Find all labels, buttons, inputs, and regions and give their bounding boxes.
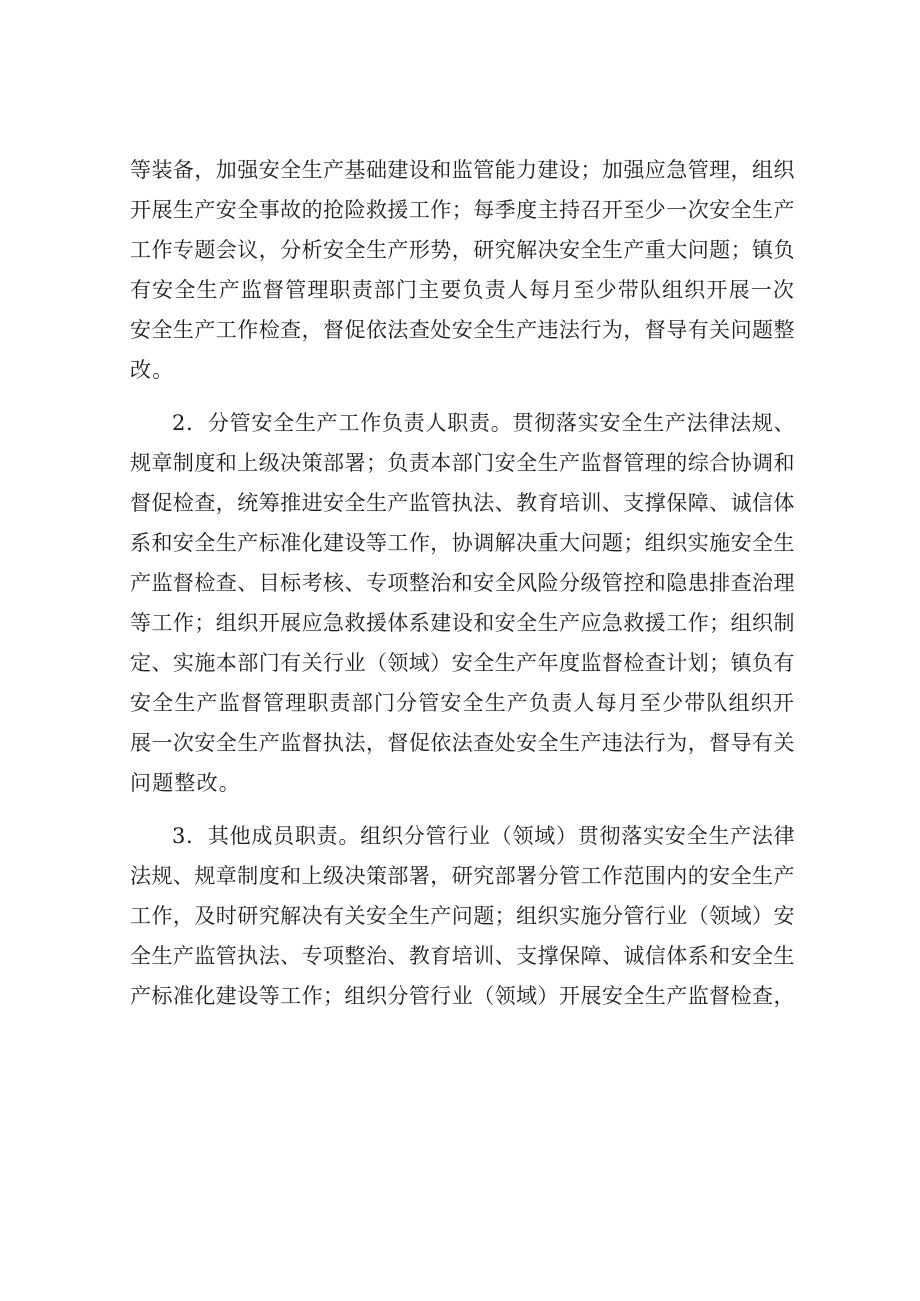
text-line: 问题整改。 xyxy=(130,771,241,795)
text-line: 规章制度和上级决策部署；负责本部门安全生产监督管理的综合协调和 xyxy=(130,451,795,475)
text-line: 等装备，加强安全生产基础建设和监管能力建设；加强应急管理，组织 xyxy=(130,158,795,182)
paragraph-2 xyxy=(130,403,795,803)
text-line: 2．分管安全生产工作负责人职责。贯彻落实安全生产法律法规、 xyxy=(172,411,796,435)
text-line: 产标准化建设等工作；组织分管行业（领域）开展安全生产监督检查， xyxy=(130,984,795,1008)
text-line: 定、实施本部门有关行业（领域）安全生产年度监督检查计划；镇负有 xyxy=(130,651,795,675)
text-line: 3．其他成员职责。组织分管行业（领域）贯彻落实安全生产法律 xyxy=(172,824,796,848)
text-line: 系和安全生产标准化建设等工作，协调解决重大问题；组织实施安全生 xyxy=(130,531,795,555)
text-line: 全生产监管执法、专项整治、教育培训、支撑保障、诚信体系和安全生 xyxy=(130,944,795,968)
text-line: 法规、规章制度和上级决策部署，研究部署分管工作范围内的安全生产 xyxy=(130,864,795,888)
text-line: 工作，及时研究解决有关安全生产问题；组织实施分管行业（领域）安 xyxy=(130,904,795,928)
text-line: 等工作；组织开展应急救援体系建设和安全生产应急救援工作；组织制 xyxy=(130,611,795,635)
text-line: 开展生产安全事故的抢险救援工作；每季度主持召开至少一次安全生产 xyxy=(130,198,795,222)
text-line: 展一次安全生产监督执法，督促依法查处安全生产违法行为，督导有关 xyxy=(130,731,795,755)
text-line: 工作专题会议，分析安全生产形势，研究解决安全生产重大问题；镇负 xyxy=(130,238,795,262)
text-line: 安全生产监督管理职责部门分管安全生产负责人每月至少带队组织开 xyxy=(130,691,796,715)
text-line: 安全生产工作检查，督促依法查处安全生产违法行为，督导有关问题整 xyxy=(130,318,795,342)
text-line: 产监督检查、目标考核、专项整治和安全风险分级管控和隐患排查治理 xyxy=(130,571,795,595)
paragraph-1 xyxy=(130,150,795,390)
text-line: 有安全生产监督管理职责部门主要负责人每月至少带队组织开展一次 xyxy=(130,278,796,302)
text-line: 改。 xyxy=(130,358,175,382)
text-line: 督促检查，统筹推进安全生产监管执法、教育培训、支撑保障、诚信体 xyxy=(130,491,795,515)
document-body xyxy=(130,150,795,1029)
paragraph-3 xyxy=(130,816,795,1016)
